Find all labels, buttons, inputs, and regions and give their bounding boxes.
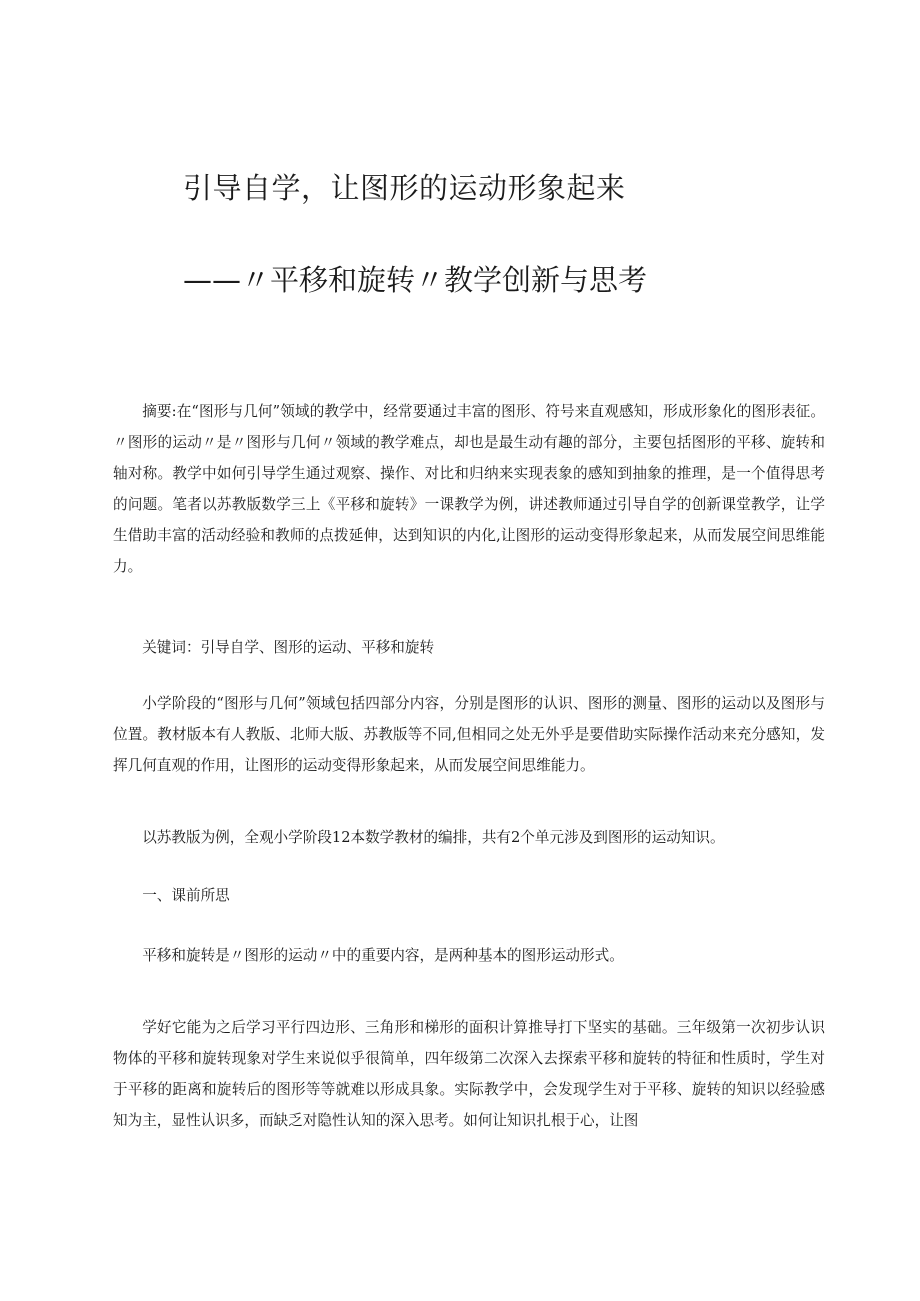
example-paragraph: 以苏教版为例，全观小学阶段12本数学教材的编排，共有2个单元涉及到图形的运动知识。 [142,829,725,846]
section-paragraph-1: 平移和旋转是〃图形的运动〃中的重要内容，是两种基本的图形运动形式。 [142,947,624,964]
intro-paragraph: 小学阶段的“图形与几何”领域包括四部分内容，分别是图形的认识、图形的测量、图形的运动以及图形与位置。教材版本有人教版、北师大版、苏教版等不同,但相同之处无外乎是要借助实际操作活动来充分感知，发挥几何直观的作用，让图形的运动变得形象起来，从而发展空间思维能力。 [113,695,825,774]
document-subtitle: ——〃平移和旋转〃教学创新与思考 [183,263,648,297]
section-heading: 一、课前所思 [142,887,230,904]
abstract-paragraph: 摘要:在“图形与几何”领域的教学中，经常要通过丰富的图形、符号来直观感知，形成形象化的图形表征。〃图形的运动〃是〃图形与几何〃领域的教学难点，却也是最生动有趣的部分，主要包括图形的平移、旋转和轴对称。教学中如何引导学生通过观察、操作、对比和归纳来实现表象的感知到抽象的推理，是一个值得思考的问题。笔者以苏教版数学三上《平移和旋转》一课教学为例，讲述教师通过引导自学的创新课堂教学，让学生借助丰富的活动经验和教师的点拨延伸，达到知识的内化,让图形的运动变得形象起来，从而发展空间思维能力。 [113,403,825,575]
section-paragraph-2: 学好它能为之后学习平行四边形、三角形和梯形的面积计算推导打下坚实的基础。三年级第一次初步认识物体的平移和旋转现象对学生来说似乎很简单，四年级第二次深入去探索平移和旋转的特征和性质时，学生对于平移的距离和旋转后的图形等等就难以形成具象。实际教学中，会发现学生对于平移、旋转的知识以经验感知为主，显性认识多，而缺乏对隐性认知的深入思考。如何让知识扎根于心，让图 [113,1019,825,1129]
document-title: 引导自学，让图形的运动形象起来 [183,171,626,205]
keywords-paragraph: 关键词：引导自学、图形的运动、平移和旋转 [142,639,435,656]
